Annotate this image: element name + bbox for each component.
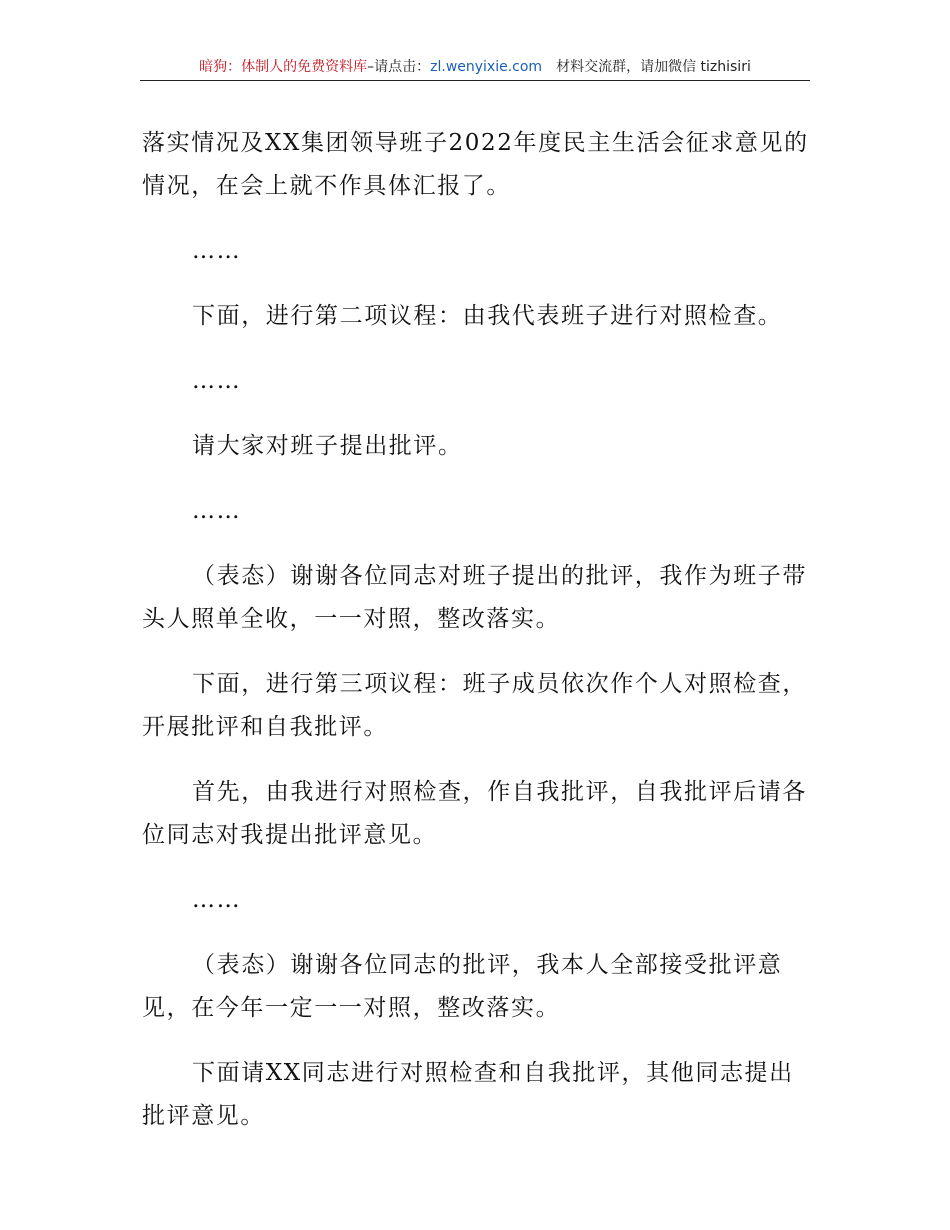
header-prompt: –请点击： <box>367 59 431 75</box>
paragraph: 落实情况及XX集团领导班子2022年度民主生活会征求意见的情况，在会上就不作具体汇报了。 <box>142 130 809 199</box>
header-link[interactable]: zl.wenyixie.com <box>430 59 543 75</box>
paragraph: （表态）谢谢各位同志的批评，我本人全部接受批评意见，在今年一定一一对照，整改落实。 <box>142 952 783 1021</box>
ellipsis-paragraph: …… <box>192 887 242 913</box>
paragraph: （表态）谢谢各位同志对班子提出的批评，我作为班子带头人照单全收，一一对照，整改落实。 <box>142 563 807 632</box>
ellipsis-paragraph: …… <box>192 498 242 524</box>
ellipsis-paragraph: …… <box>192 238 242 264</box>
header-brand: 暗狗：体制人的免费资料库 <box>199 59 368 75</box>
paragraph: 下面请XX同志进行对照检查和自我批评，其他同志提出批评意见。 <box>142 1060 794 1129</box>
document-body <box>142 122 810 1160</box>
header-group-info: 材料交流群，请加微信 tizhisiri <box>556 59 751 75</box>
paragraph: 下面，进行第二项议程：由我代表班子进行对照检查。 <box>192 303 783 329</box>
paragraph: 下面，进行第三项议程：班子成员依次作个人对照检查，开展批评和自我批评。 <box>142 671 807 740</box>
paragraph: 首先，由我进行对照检查，作自我批评，自我批评后请各位同志对我提出批评意见。 <box>142 779 807 848</box>
paragraph: 请大家对班子提出批评。 <box>192 433 463 459</box>
page-header <box>140 56 810 81</box>
ellipsis-paragraph: …… <box>192 368 242 394</box>
